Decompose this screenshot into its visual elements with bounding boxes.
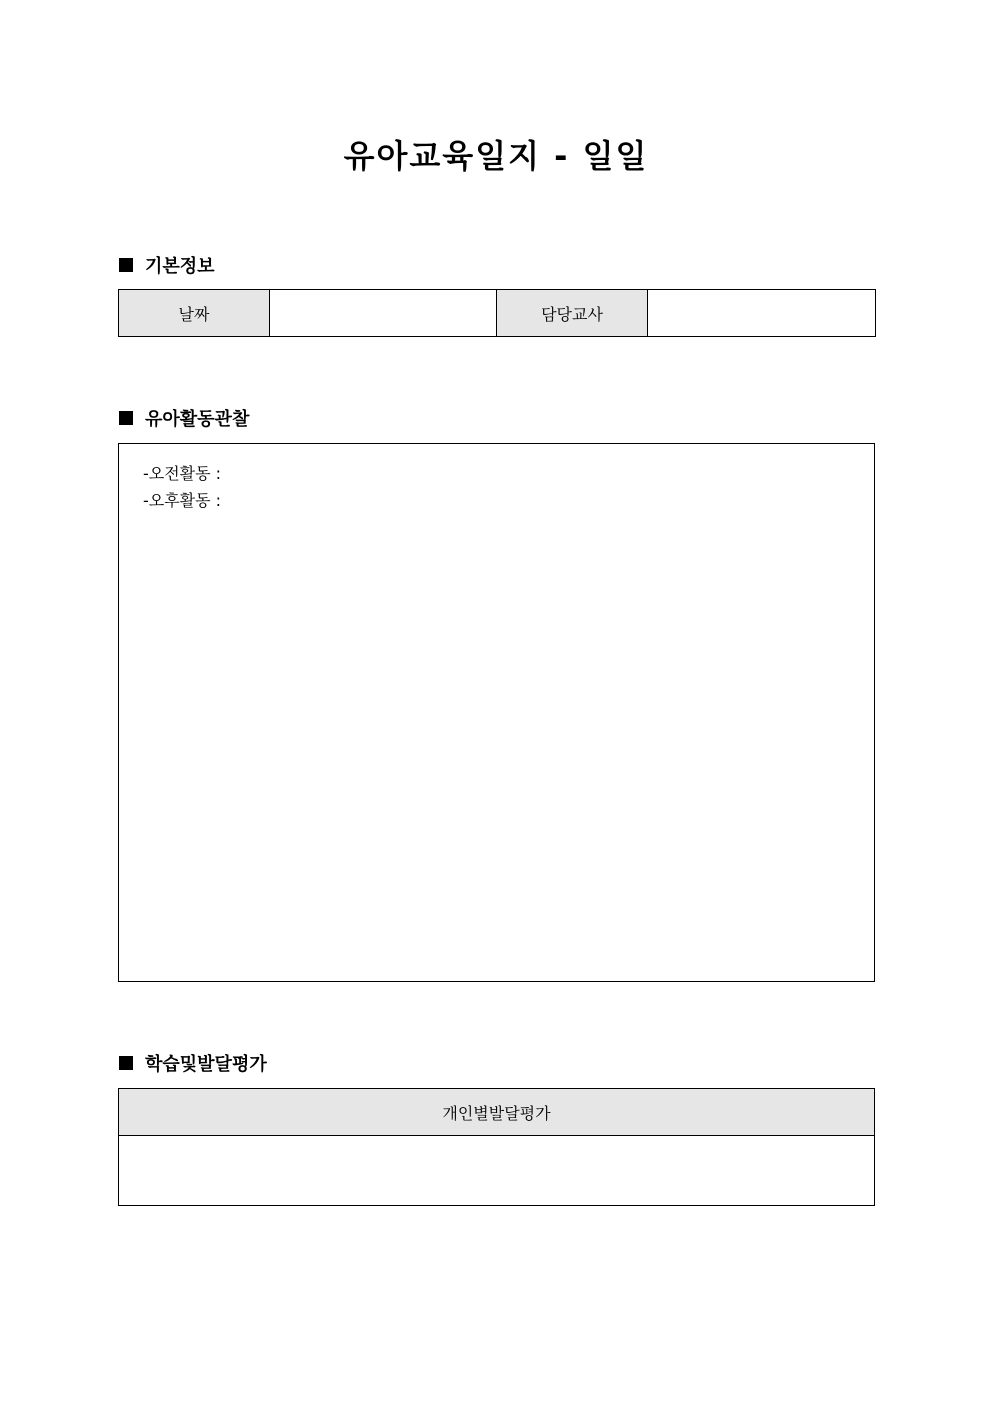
individual-evaluation-header: 개인별발달평가 — [119, 1089, 875, 1136]
teacher-label: 담당교사 — [497, 290, 648, 337]
section-heading-evaluation — [119, 1050, 267, 1076]
table-row — [119, 290, 876, 337]
observation-box[interactable] — [118, 443, 875, 982]
section-heading-label: 기본정보 — [145, 256, 215, 277]
basic-info-table — [118, 289, 876, 337]
teacher-field[interactable] — [648, 290, 876, 337]
square-bullet-icon — [119, 1056, 133, 1070]
square-bullet-icon — [119, 411, 133, 425]
section-heading-label: 학습및발달평가 — [145, 1054, 267, 1075]
section-heading-observation — [119, 405, 249, 431]
square-bullet-icon — [119, 258, 133, 272]
date-field[interactable] — [270, 290, 497, 337]
document-title: 유아교육일지 - 일일 — [343, 137, 649, 175]
evaluation-table — [118, 1088, 875, 1206]
individual-evaluation-field[interactable] — [119, 1136, 875, 1206]
table-row — [119, 1089, 875, 1136]
section-heading-basic-info — [119, 252, 215, 278]
afternoon-activity-line: -오후활동 : — [143, 491, 222, 510]
table-row — [119, 1136, 875, 1206]
section-heading-label: 유아활동관찰 — [145, 409, 250, 430]
date-label: 날짜 — [119, 290, 270, 337]
morning-activity-line: -오전활동 : — [143, 464, 222, 483]
